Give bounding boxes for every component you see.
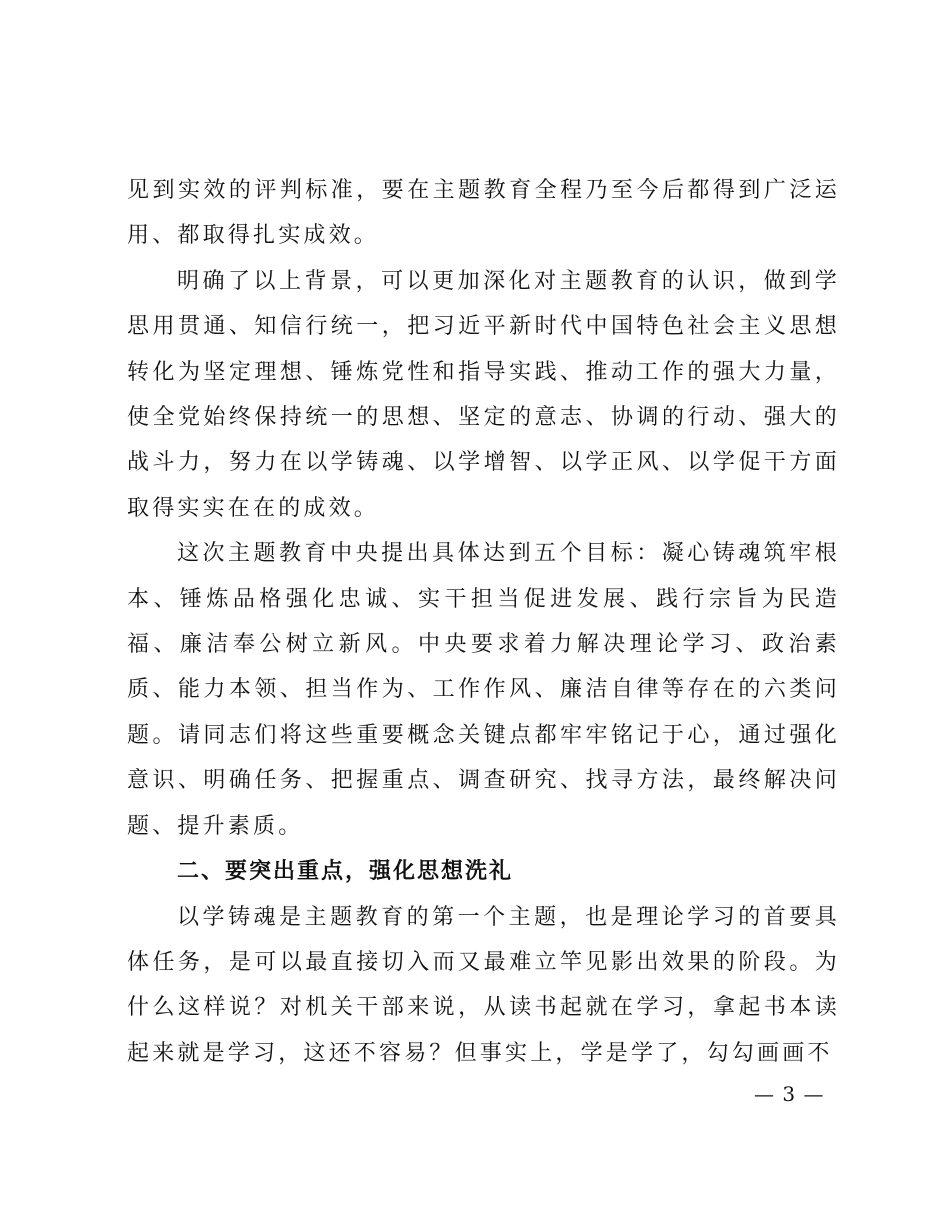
page-number: — 3 — [754,1082,825,1106]
section-heading: 二、要突出重点，强化思想洗礼 [177,859,514,885]
paragraph-goals: 这次主题教育中央提出具体达到五个目标：凝心铸魂筑牢根本、锤炼品格强化忠诚、实干担当促进发展、践行宗旨为民造福、廉洁奉公树立新风。中央要求着力解决理论学习、政治素质、能力本领、担当作为、工作作风、廉洁自律等存在的六类问题。请同志们将这些重要概念关键点都牢牢铭记于心，通过强化意识、明确任务、把握重点、调查研究、找寻方法，最终解决问题、提升素质。 [127,541,840,839]
paragraph-background: 明确了以上背景，可以更加深化对主题教育的认识，做到学思用贯通、知信行统一，把习近平新时代中国特色社会主义思想转化为坚定理想、锤炼党性和指导实践、推动工作的强大力量，使全党始终保持统一的思想、坚定的意志、协调的行动、强大的战斗力，努力在以学铸魂、以学增智、以学正风、以学促干方面取得实实在在的成效。 [127,268,840,521]
paragraph-section-two: 以学铸魂是主题教育的第一个主题，也是理论学习的首要具体任务，是可以最直接切入而又最难立竿见影出效果的阶段。为什么这样说？对机关干部来说，从读书起就在学习，拿起书本读起来就是学习，这还不容易？但事实上，学是学了，勾勾画画不 [127,904,840,1066]
document-body [127,168,840,1076]
paragraph-continuation: 见到实效的评判标准，要在主题教育全程乃至今后都得到广泛运用、都取得扎实成效。 [127,178,840,249]
